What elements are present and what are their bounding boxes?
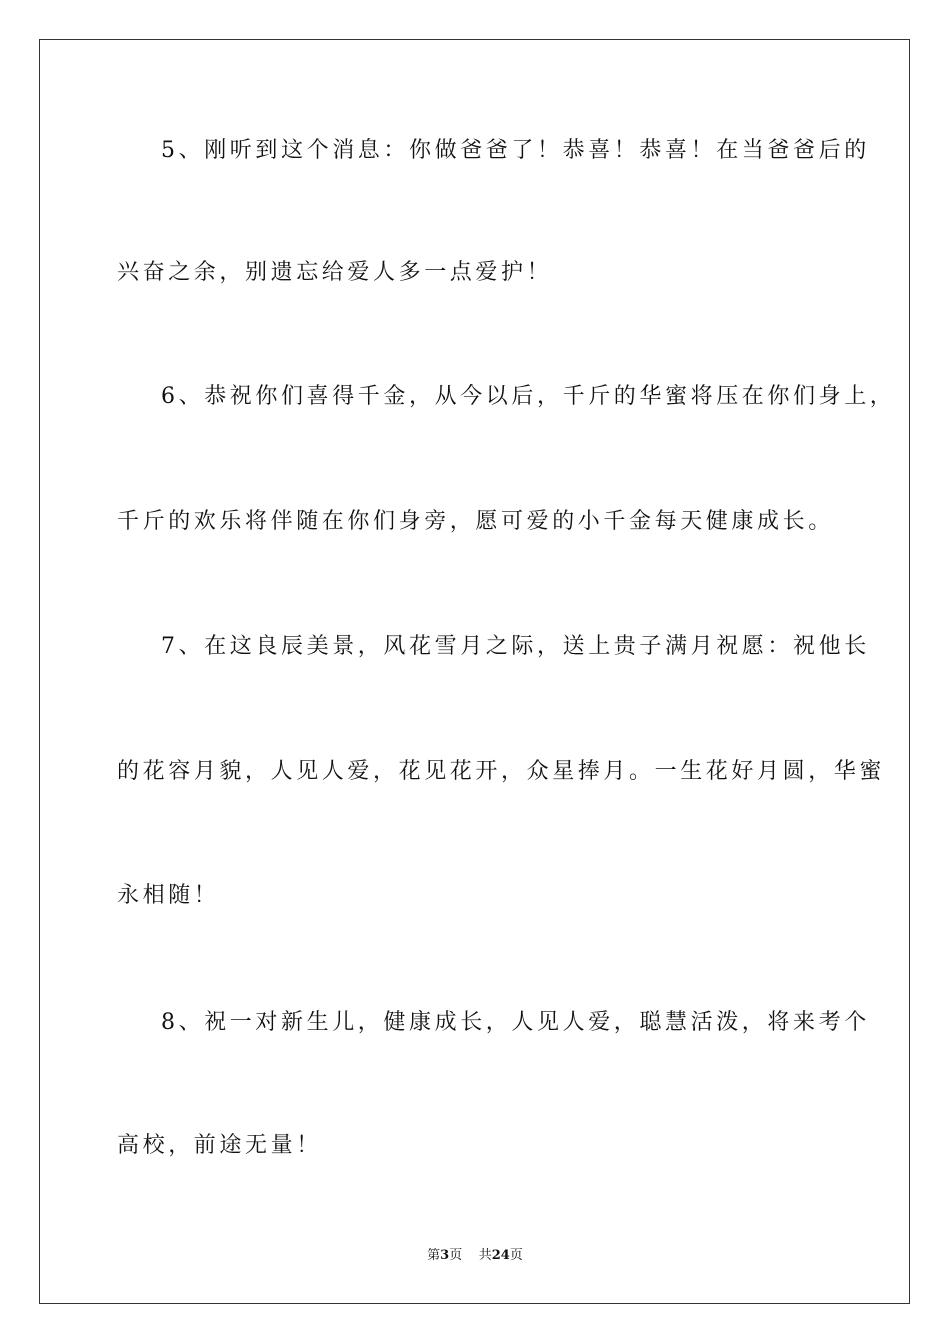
- paragraph-7-line-3: 永相随！: [117, 883, 220, 908]
- page-border: [39, 39, 910, 1304]
- paragraph-8-line-1: 8、祝一对新生儿，健康成长，人见人爱，聪慧活泼，将来考个: [161, 1010, 870, 1035]
- paragraph-5-line-2: 兴奋之余，别遗忘给爱人多一点爱护！: [117, 260, 553, 285]
- footer-page-prefix: 第: [427, 1248, 441, 1263]
- footer-page-number: 3: [440, 1248, 450, 1263]
- paragraph-6-line-1: 6、恭祝你们喜得千金，从今以后，千斤的华蜜将压在你们身上，: [161, 384, 896, 409]
- paragraph-5-line-1: 5、刚听到这个消息：你做爸爸了！恭喜！恭喜！在当爸爸后的: [161, 138, 870, 163]
- footer-page-suffix: 页: [449, 1248, 463, 1263]
- footer-total-pages: 24: [491, 1248, 510, 1263]
- paragraph-8-line-2: 高校，前途无量！: [117, 1133, 322, 1158]
- footer-total-prefix: 共: [478, 1248, 492, 1263]
- footer-total-suffix: 页: [509, 1248, 523, 1263]
- page-footer: [0, 1247, 950, 1265]
- paragraph-6-line-2: 千斤的欢乐将伴随在你们身旁，愿可爱的小千金每天健康成长。: [117, 509, 834, 534]
- paragraph-7-line-1: 7、在这良辰美景，风花雪月之际，送上贵子满月祝愿：祝他长: [161, 634, 870, 659]
- paragraph-7-line-2: 的花容月貌，人见人爱，花见花开，众星捧月。一生花好月圆，华蜜: [117, 759, 886, 784]
